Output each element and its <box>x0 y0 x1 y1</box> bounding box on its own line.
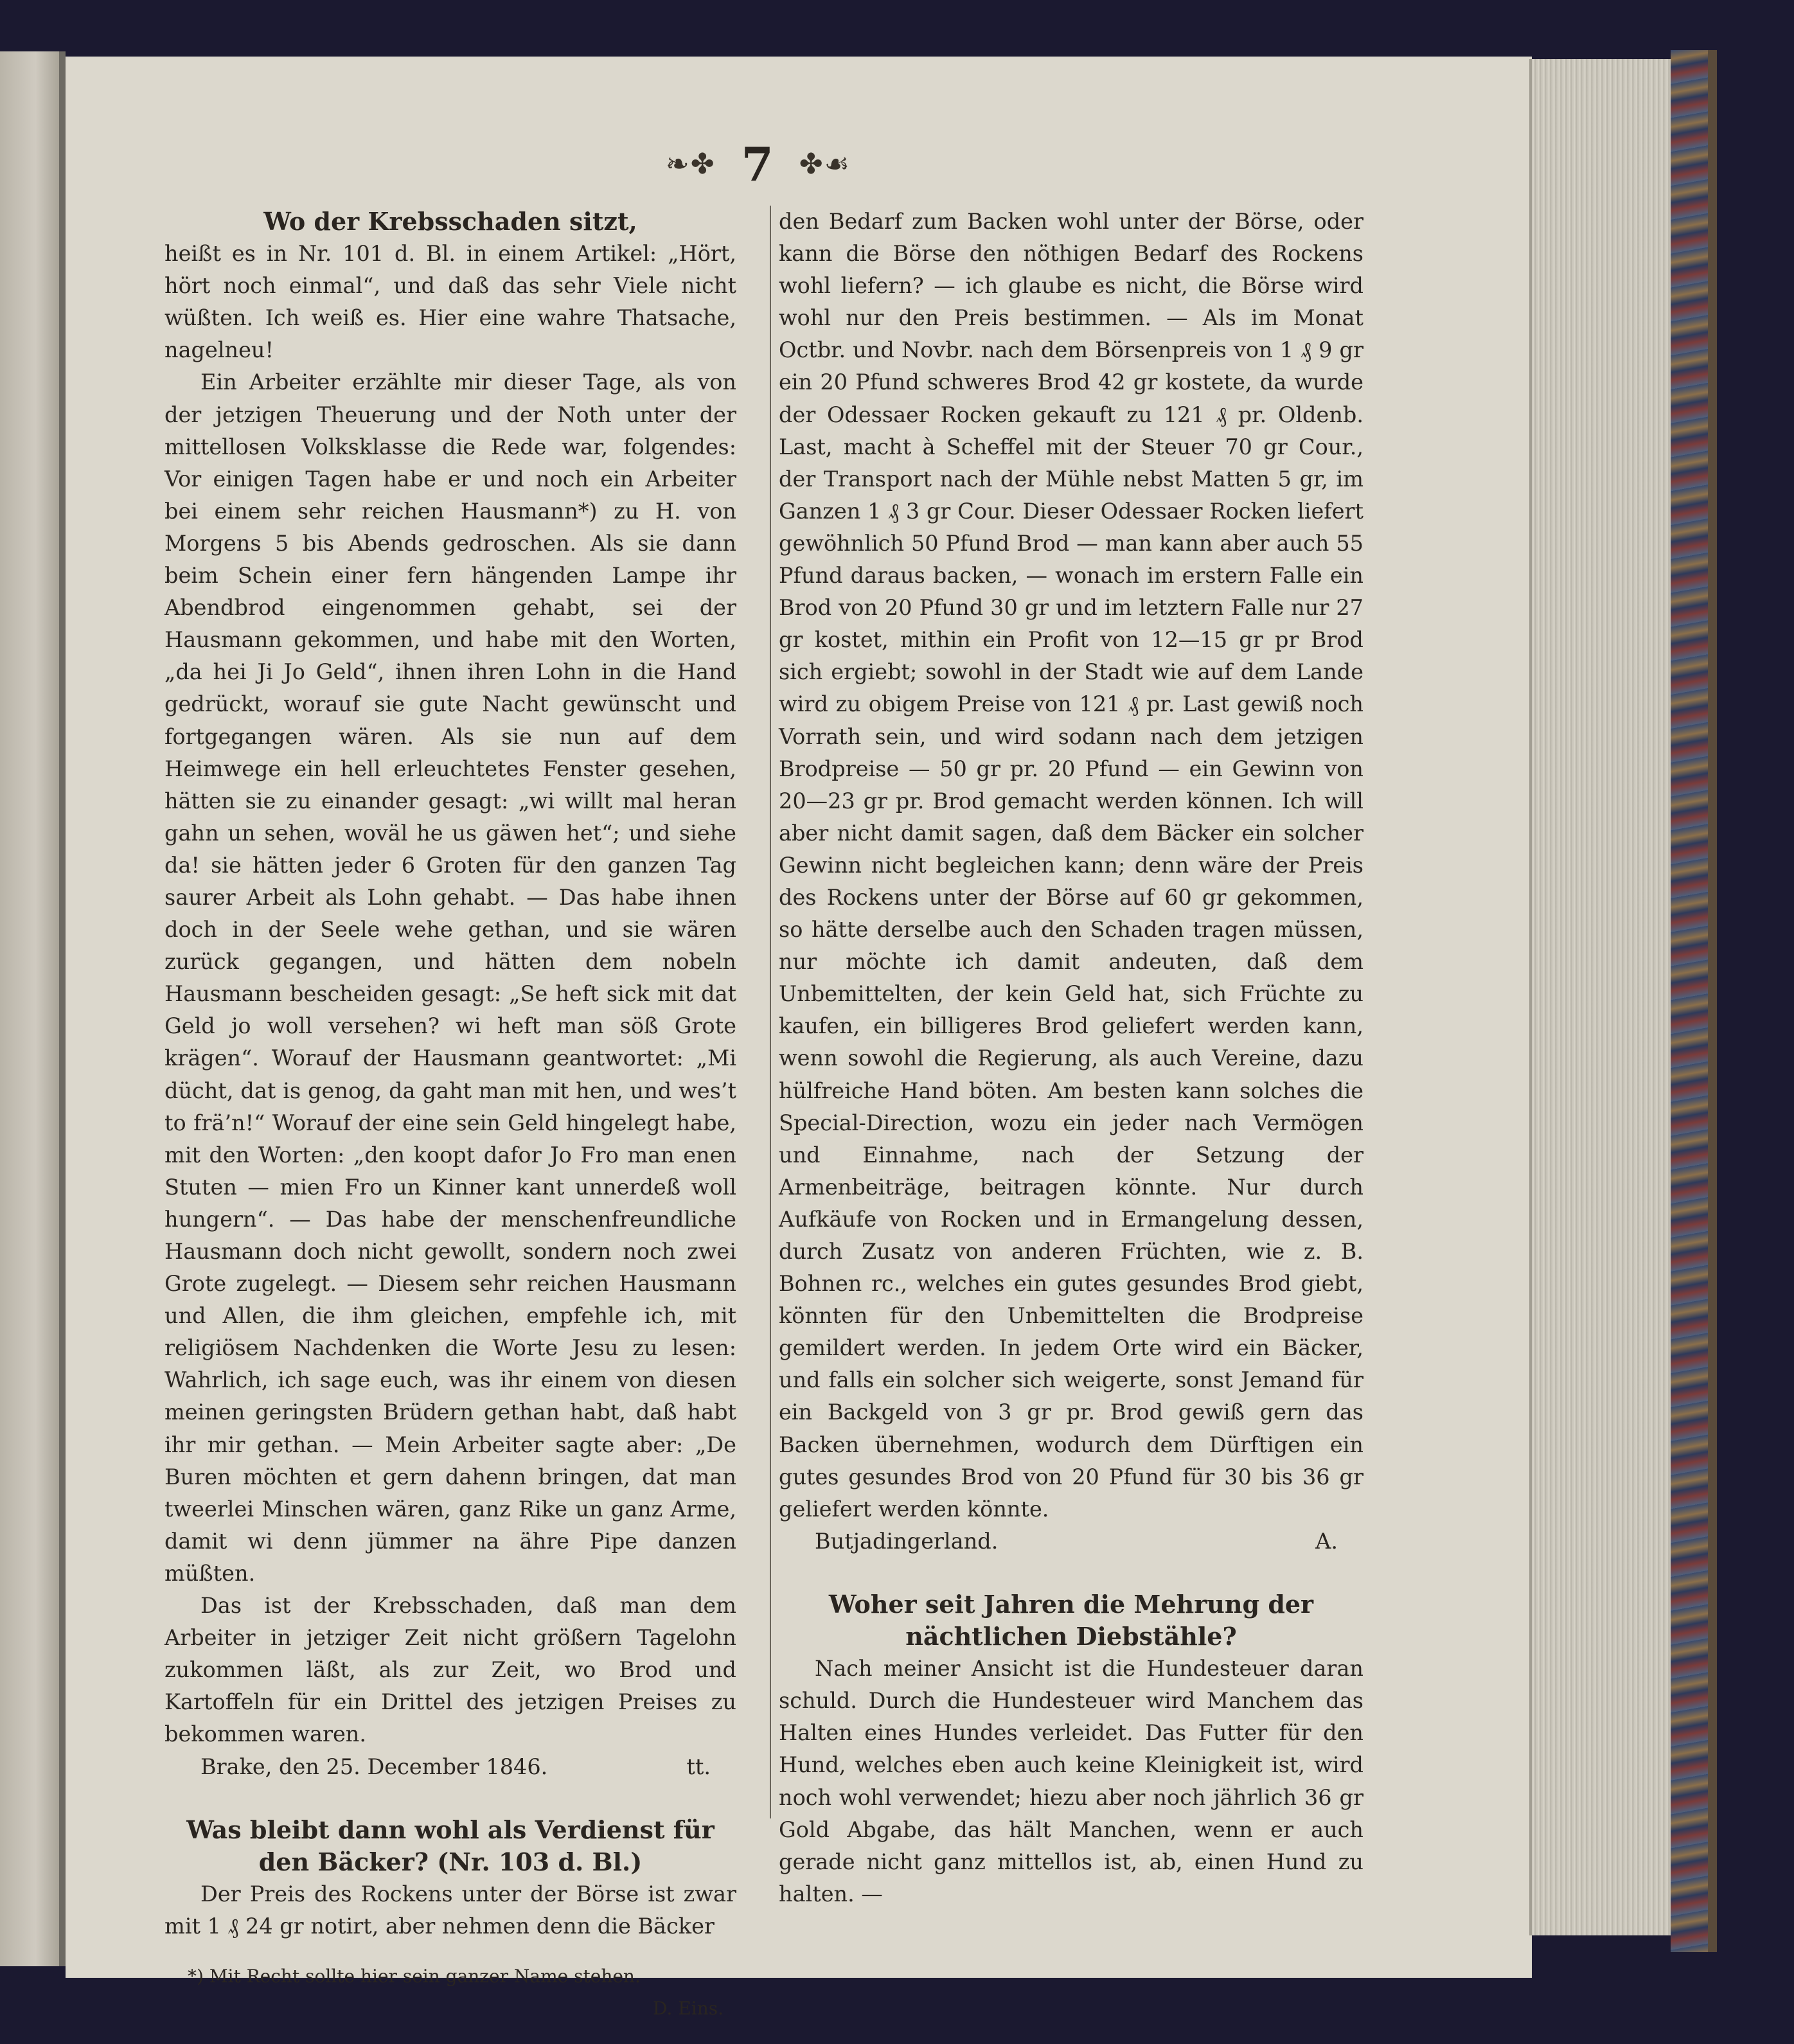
article-paragraph: Ein Arbeiter erzählte mir dieser Tage, als von der jetzigen Theuerung und der Noth unter der mittellosen Volksklasse die Rede war, folgendes: Vor einigen Tagen habe er und noch ein Arbeiter bei einem sehr reichen Hausmann*) zu H. von Morgens 5 bis Abends gedroschen. Als sie dann beim Schein einer fern hängenden Lampe ihr Abendbrod eingenommen gehabt, sei der Hausmann gekommen, und habe mit den Worten, „da hei Ji Jo Geld“, ihnen ihren Lohn in die Hand gedrückt, worauf sie gute Nacht gewünscht und fortgegangen wären. Als sie nun auf dem Heimwege ein hell erleuchtetes Fenster gesehen, hätten sie zu einander gesagt: „wi willt mal heran gahn un sehen, woväl he us gäwen het“; und siehe da! sie hätten jeder 6 Groten für den ganzen Tag saurer Arbeit als Lohn gehabt. — Das habe ihnen doch in der Seele wehe gethan, und sie wären zurück gegangen, und hätten dem nobeln Hausmann bescheiden gesagt: „Se heft sick mit dat Geld jo woll versehen? wi heft man söß Grote krägen“. Worauf der Hausmann geantwortet: „Mi dücht, dat is genog, da gaht man mit hen, und wes’t to frä’n!“ Worauf der eine sein Geld hingelegt habe, mit den Worten: „den koopt dafor Jo Fro man enen Stuten — mien Fro un Kinner kant unnerdeß woll hungern“. — Das habe der menschenfreundliche Hausmann doch nicht gewollt, sondern noch zwei Grote zugelegt. — Diesem sehr reichen Hausmann und Allen, die ihm gleichen, empfehle ich, mit religiösem Nachdenken die Worte Jesu zu lesen: Wahrlich, ich sage euch, was ihr einem von diesen meinen geringsten Brüdern gethan habt, daß habt ihr mir gethan. — Mein Arbeiter sagte aber: „De Buren möchten et gern dahenn bringen, dat man tweerlei Minschen wären, ganz Rike un ganz Arme, damit wi denn jümmer na ähre Pipe danzen müßten. <box>164 369 736 1586</box>
cover-edge <box>1708 50 1717 1952</box>
article-byline <box>779 1525 1363 1558</box>
page-header <box>617 135 900 193</box>
article-byline <box>164 1751 736 1783</box>
article-paragraph: Nach meiner Ansicht ist die Hundesteuer daran schuld. Durch die Hundesteuer wird Manchem das Halten eines Hundes verleidet. Das Futter für den Hund, welches eben auch keine Kleinigkeit ist, wird noch wohl verwendet; hiezu aber noch jährlich 36 gr Gold Abgabe, das hält Manchen, wenn er auch gerade nicht ganz mittellos ist, ab, einen Hund zu halten. — <box>779 1656 1363 1906</box>
page-block-edges <box>1529 59 1680 1935</box>
article-title: Was bleibt dann wohl als Verdienst für den Bäcker? (Nr. 103 d. Bl.) <box>186 1815 715 1876</box>
facing-page-edge <box>0 51 59 1966</box>
place-date: Brake, den 25. December 1846. <box>200 1754 548 1779</box>
article-paragraph: Der Preis des Rockens unter der Börse ist zwar mit 1 ₰ 24 gr notirt, aber nehmen denn die Bäcker <box>164 1881 736 1939</box>
marbled-cover <box>1671 50 1708 1952</box>
article-paragraph: Das ist der Krebsschaden, daß man dem Arbeiter in jetziger Zeit nicht größern Tagelohn zukommen läßt, als zur Zeit, wo Brod und Kartoffeln für ein Drittel des jetzigen Preises zu bekommen waren. <box>164 1593 736 1747</box>
article-title: Wo der Krebsschaden sitzt, <box>263 207 637 236</box>
page-number: 7 <box>741 136 774 191</box>
right-column <box>779 206 1363 1910</box>
book-gutter <box>59 51 66 1966</box>
footnote-signature: D. Eins. <box>653 1997 724 2019</box>
ornament-left-icon: ❧✤ <box>665 147 716 181</box>
footnote: *) Mit Recht sollte hier sein ganzer Name stehen. <box>188 1965 641 1987</box>
article-paragraph: heißt es in Nr. 101 d. Bl. in einem Artikel: „Hört, hört noch einmal“, und daß das sehr Viele nicht wüßten. Ich weiß es. Hier eine wahre Thatsache, nagelneu! <box>164 241 736 363</box>
left-column <box>164 206 736 2025</box>
signature: A. <box>1315 1528 1338 1554</box>
article-title: Woher seit Jahren die Mehrung der nächtlichen Diebstähle? <box>828 1589 1314 1651</box>
place: Butjadingerland. <box>815 1528 999 1554</box>
signature: tt. <box>686 1754 711 1779</box>
column-divider <box>770 206 771 1818</box>
article-paragraph: den Bedarf zum Backen wohl unter der Börse, oder kann die Börse den nöthigen Bedarf des Rockens wohl liefern? — ich glaube es nicht, die Börse wird wohl nur den Preis bestimmen. — Als im Monat Octbr. und Novbr. nach dem Börsenpreis von 1 ₰ 9 gr ein 20 Pfund schweres Brod 42 gr kostete, da wurde der Odessaer Rocken gekauft zu 121 ₰ pr. Oldenb. Last, macht à Scheffel mit der Steuer 70 gr Cour., der Transport nach der Mühle nebst Matten 5 gr, im Ganzen 1 ₰ 3 gr Cour. Dieser Odessaer Rocken liefert gewöhnlich 50 Pfund Brod — man kann aber auch 55 Pfund daraus backen, — wonach im erstern Falle ein Brod von 20 Pfund 30 gr und im letztern Falle nur 27 gr kostet, mithin ein Profit von 12—15 gr pr Brod sich ergiebt; sowohl in der Stadt wie auf dem Lande wird zu obigem Preise von 121 ₰ pr. Last gewiß noch Vorrath sein, und wird sodann nach dem jetzigen Brodpreise — 50 gr pr. 20 Pfund — ein Gewinn von 20—23 gr pr. Brod gemacht werden können. Ich will aber nicht damit sagen, daß dem Bäcker ein solcher Gewinn nicht begleichen kann; denn wäre der Preis des Rockens unter der Börse auf 60 gr gekommen, so hätte derselbe auch den Schaden tragen müssen, nur möchte ich damit andeuten, daß dem Unbemittelten, der kein Geld hat, sich Früchte zu kaufen, ein billigeres Brod geliefert werden kann, wenn sowohl die Regierung, als auch Vereine, dazu hülfreiche Hand böten. Am besten kann solches die Special-Direction, wozu ein jeder nach Vermögen und Einnahme, nach der Setzung der Armenbeiträge, beitragen könnte. Nur durch Aufkäufe von Rocken und in Ermangelung dessen, durch Zusatz von anderen Früchten, wie z. B. Bohnen rc., welches ein gutes gesundes Brod giebt, könnten für den Unbemittelten die Brodpreise gemildert werden. In jedem Orte wird ein Bäcker, und falls ein solcher sich weigerte, sonst Jemand für ein Backgeld von 3 gr pr. Brod gewiß gern das Backen übernehmen, wodurch dem Dürftigen ein gutes gesundes Brod von 20 Pfund für 30 bis 36 gr geliefert werden könnte. <box>779 209 1363 1522</box>
ornament-right-icon: ✤☙ <box>799 147 851 181</box>
